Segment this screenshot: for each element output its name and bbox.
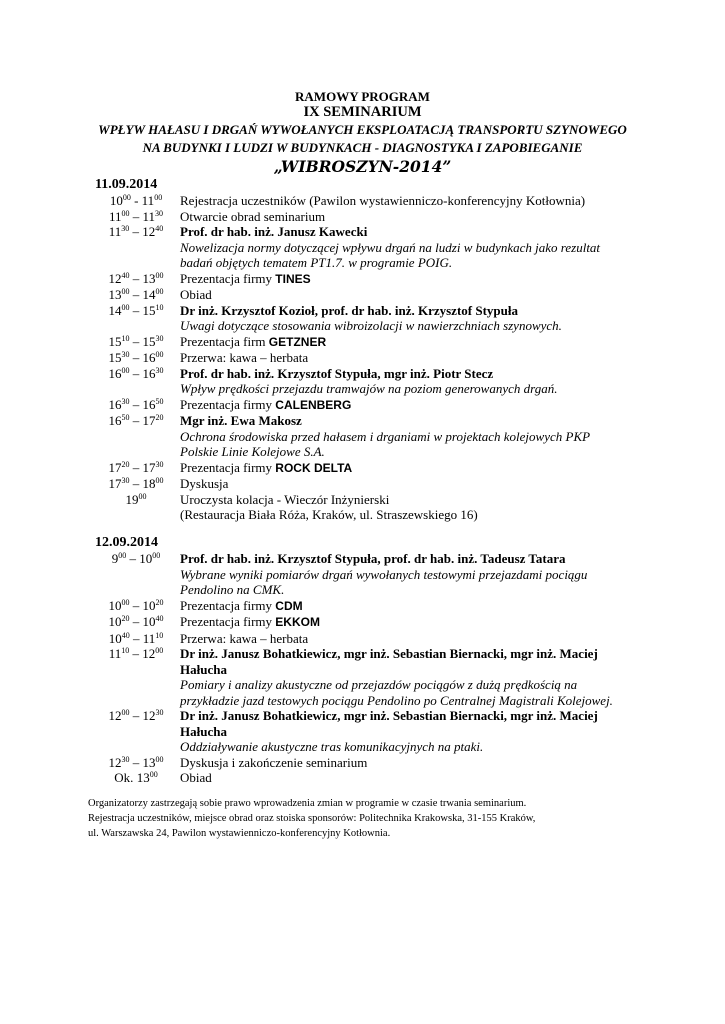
footer-line-2: Rejestracja uczestników, miejsce obrad oraz stoiska sponsorów: Politechnika Krakowska, 31-155 Kraków, — [88, 813, 536, 824]
day-1-rows — [92, 193, 645, 523]
end-minutes: 00 — [155, 754, 164, 764]
start-minutes: 00 — [121, 597, 130, 607]
time-range — [92, 366, 180, 397]
end-hour: 13 — [142, 754, 156, 770]
time-range — [92, 614, 180, 631]
end-hour: 17 — [142, 459, 156, 475]
footer-line-1: Organizatorzy zastrzegają sobie prawo wprowadzenia zmian w programie w czasie trwania seminarium. — [88, 798, 527, 809]
presentation-label: Prezentacja firmy — [180, 614, 276, 629]
company-presentation — [180, 460, 645, 477]
speakers: Dr inż. Krzysztof Kozioł, prof. dr hab. inż. Krzysztof Stypuła — [180, 302, 518, 318]
time-separator: – — [129, 413, 143, 428]
start-hour: 17 — [108, 476, 122, 491]
start-hour: 10 — [109, 193, 123, 208]
session-details — [180, 209, 645, 225]
session-details — [180, 413, 645, 460]
start-minutes: 00 — [138, 491, 147, 501]
end-minutes: 30 — [155, 708, 164, 717]
start-hour: 15 — [108, 350, 122, 365]
speakers: Hałucha — [180, 723, 227, 739]
time-range — [92, 350, 180, 366]
speakers: Prof. dr hab. inż. Krzysztof Stypuła, mgr inż. Piotr Stecz — [180, 365, 494, 381]
time-separator: – — [129, 459, 143, 475]
company-name: CALENBERG — [275, 397, 352, 412]
presentation-label: Prezentacja firmy — [180, 270, 276, 286]
schedule-row — [92, 303, 645, 334]
session-details — [180, 334, 645, 351]
time-separator: – — [129, 350, 143, 365]
end-minutes: 40 — [155, 224, 164, 233]
end-hour: 11 — [141, 193, 155, 208]
seminar-topic-line-2: NA BUDYNKI I LUDZI W BUDYNKACH - DIAGNOSTYKA I ZAPOBIEGANIE — [142, 140, 583, 155]
talk-title: Oddziaływanie akustyczne tras komunikacyjnych na ptaki. — [180, 739, 484, 754]
footer-line-3: ul. Warszawska 24, Pawilon wystawienniczo-konferencyjny Kotłownia. — [88, 828, 391, 839]
start-hour: 10 — [108, 630, 122, 646]
time-range — [92, 413, 180, 460]
talk-title: Wpływ prędkości przejazdu tramwajów na poziom generowanych drgań. — [180, 381, 558, 396]
time-range — [92, 770, 180, 786]
day-2-rows — [92, 551, 645, 786]
end-hour: 15 — [142, 302, 156, 318]
schedule-row — [92, 646, 645, 708]
time-range — [92, 224, 180, 271]
session-text: Dyskusja i zakończenie seminarium — [180, 754, 368, 770]
time-separator: – — [129, 754, 143, 770]
time-range — [92, 334, 180, 351]
end-hour: 10 — [139, 551, 153, 566]
start-hour: 10 — [108, 614, 122, 629]
talk-title: Uwagi dotyczące stosowania wibroizolacji w nawierzchniach szynowych. — [180, 318, 562, 333]
seminar-name: „WIBROSZYN-2014” — [273, 157, 452, 176]
schedule-row — [92, 492, 645, 523]
end-hour: 13 — [142, 270, 156, 286]
start-minutes: 10 — [121, 333, 130, 343]
session-details — [180, 755, 645, 771]
end-minutes: 30 — [155, 365, 164, 375]
time-separator: – — [126, 551, 140, 566]
talk-title: Nowelizacja normy dotyczącej wpływu drgań na ludzi w budynkach jako rezultat — [180, 239, 601, 255]
start-hour: 11 — [108, 646, 122, 661]
company-presentation — [180, 397, 645, 414]
schedule-row — [92, 614, 645, 631]
start-hour: 13 — [108, 287, 122, 302]
time-range — [92, 271, 180, 288]
day-2-date: 12.09.2014 — [95, 535, 158, 550]
presentation-label: Prezentacja firmy — [180, 459, 276, 475]
end-minutes: 20 — [155, 597, 164, 607]
day-2-schedule — [92, 535, 645, 786]
company-name: EKKOM — [275, 615, 320, 629]
session-details — [180, 397, 645, 414]
start-minutes: 00 — [121, 365, 130, 375]
session-details — [180, 193, 645, 209]
end-hour: 11 — [142, 630, 156, 646]
session-details — [180, 271, 645, 288]
session-text: Przerwa: kawa – herbata — [180, 630, 309, 646]
start-minutes: 40 — [121, 630, 130, 640]
session-text: Otwarcie obrad seminarium — [180, 208, 326, 224]
schedule-row — [92, 551, 645, 598]
start-minutes: 00 — [121, 708, 130, 717]
session-details — [180, 492, 645, 523]
time-separator: – — [129, 646, 143, 661]
company-presentation — [180, 614, 645, 631]
start-hour: 12 — [108, 270, 122, 286]
schedule-row — [92, 770, 645, 786]
start-minutes: 00 — [121, 302, 130, 312]
end-minutes: 00 — [155, 646, 164, 655]
speakers: Dr inż. Janusz Bohatkiewicz, mgr inż. Sebastian Biernacki, mgr inż. Maciej — [180, 708, 598, 723]
time-separator: – — [129, 208, 143, 224]
time-separator: – — [129, 270, 143, 286]
end-minutes: 00 — [154, 193, 163, 202]
schedule-row — [92, 193, 645, 209]
end-minutes: 40 — [155, 614, 164, 623]
session-details — [180, 708, 645, 755]
time-range — [92, 708, 180, 755]
document-header — [0, 89, 725, 177]
start-minutes: 00 — [118, 551, 127, 560]
time-separator: – — [129, 365, 143, 381]
start-hour: 9 — [111, 551, 119, 566]
schedule-row — [92, 397, 645, 414]
end-minutes: 20 — [155, 413, 164, 422]
start-minutes: 00 — [149, 770, 158, 779]
end-hour: 17 — [142, 413, 156, 428]
session-details — [180, 460, 645, 477]
start-minutes: 00 — [122, 193, 131, 202]
talk-title: Ochrona środowiska przed hałasem i drganiami w projektach kolejowych PKP — [180, 428, 591, 444]
end-minutes: 10 — [155, 630, 164, 640]
session-details — [180, 287, 645, 303]
end-hour: 16 — [142, 365, 156, 381]
time-range — [92, 193, 180, 209]
schedule-row — [92, 631, 645, 647]
presentation-label: Prezentacja firm — [180, 333, 269, 349]
start-hour: 11 — [108, 208, 122, 224]
schedule-row — [92, 287, 645, 303]
session-text: (Restauracja Biała Róża, Kraków, ul. Straszewskiego 16) — [180, 507, 478, 522]
session-details — [180, 303, 645, 334]
session-details — [180, 224, 645, 271]
time-range — [92, 631, 180, 647]
speakers: Dr inż. Janusz Bohatkiewicz, mgr inż. Sebastian Biernacki, mgr inż. Maciej — [180, 646, 598, 661]
start-hour: 16 — [108, 365, 122, 381]
time-range — [92, 755, 180, 771]
session-text: Obiad — [180, 770, 212, 785]
schedule-row — [92, 366, 645, 397]
time-separator: – — [129, 597, 143, 613]
seminar-number: IX SEMINARIUM — [303, 104, 422, 120]
session-details — [180, 598, 645, 615]
schedule-row — [92, 334, 645, 351]
end-hour: 16 — [142, 350, 156, 365]
schedule-row — [92, 755, 645, 771]
end-minutes: 30 — [155, 208, 164, 218]
company-name: TINES — [275, 271, 311, 286]
schedule-row — [92, 209, 645, 225]
end-hour: 14 — [142, 287, 156, 302]
talk-title: Polskie Linie Kolejowe S.A. — [180, 444, 325, 459]
start-hour: 15 — [108, 333, 122, 349]
talk-title: przykładzie jazd testowych pociągu Pendolino po Centralnej Magistrali Kolejowej. — [180, 692, 613, 708]
end-minutes: 00 — [155, 287, 164, 296]
talk-title: Pendolino na CMK. — [180, 582, 285, 597]
time-separator: – — [129, 708, 143, 723]
start-minutes: 10 — [121, 646, 130, 655]
company-name: GETZNER — [268, 334, 327, 349]
time-separator: – — [129, 224, 143, 239]
presentation-label: Prezentacja firmy — [180, 597, 276, 613]
schedule-row — [92, 460, 645, 477]
time-range — [92, 492, 180, 523]
start-minutes: 20 — [121, 459, 130, 469]
end-hour: 12 — [142, 708, 156, 723]
schedule-row — [92, 350, 645, 366]
start-minutes: 40 — [121, 270, 130, 280]
time-range — [92, 397, 180, 414]
start-hour: 12 — [108, 708, 122, 723]
talk-title: Wybrane wyniki pomiarów drgań wywołanych testowymi przejazdami pociągu — [180, 566, 588, 582]
session-text: Dyskusja — [180, 476, 229, 491]
session-details — [180, 770, 645, 786]
presentation-label: Prezentacja firmy — [180, 396, 276, 412]
start-hour: 16 — [108, 396, 122, 412]
company-presentation — [180, 334, 645, 351]
start-hour: 10 — [108, 597, 122, 613]
end-minutes: 00 — [155, 476, 164, 485]
end-hour: 18 — [142, 476, 156, 491]
session-text: Rejestracja uczestników (Pawilon wystawienniczo-konferencyjny Kotłownia) — [180, 193, 586, 208]
speakers: Prof. dr hab. inż. Janusz Kawecki — [180, 224, 368, 239]
session-details — [180, 350, 645, 366]
session-details — [180, 366, 645, 397]
start-hour: 16 — [108, 413, 122, 428]
time-range — [92, 287, 180, 303]
start-minutes: 00 — [121, 208, 130, 218]
end-minutes: 00 — [155, 270, 164, 280]
start-minutes: 30 — [121, 350, 130, 359]
start-hour: 14 — [108, 302, 122, 318]
end-hour: 15 — [142, 333, 156, 349]
time-separator: – — [129, 287, 143, 302]
doc-title: RAMOWY PROGRAM — [295, 89, 430, 104]
start-hour: 19 — [125, 491, 139, 507]
speakers: Prof. dr hab. inż. Krzysztof Stypuła, prof. dr hab. inż. Tadeusz Tatara — [180, 551, 566, 566]
time-separator: – — [129, 476, 143, 491]
schedule-row — [92, 598, 645, 615]
end-minutes: 50 — [155, 396, 164, 406]
session-text: Obiad — [180, 287, 212, 302]
session-details — [180, 631, 645, 647]
start-minutes: 20 — [121, 614, 130, 623]
talk-title: badań objętych tematem PT1.7. w programie POIG. — [180, 255, 453, 270]
start-hour: 17 — [108, 459, 122, 475]
time-separator: – — [129, 614, 143, 629]
end-hour: 12 — [142, 224, 156, 239]
schedule-row — [92, 476, 645, 492]
session-text: Uroczysta kolacja - Wieczór Inżynierski — [180, 491, 390, 507]
speakers: Hałucha — [180, 661, 227, 677]
schedule-row — [92, 271, 645, 288]
session-details — [180, 614, 645, 631]
start-minutes: 00 — [121, 287, 130, 296]
time-separator: – — [129, 302, 143, 318]
time-prefix: Ok. — [114, 770, 137, 785]
time-range — [92, 598, 180, 615]
time-range — [92, 460, 180, 477]
day-1-schedule — [92, 177, 645, 523]
time-range — [92, 476, 180, 492]
end-hour: 16 — [142, 396, 156, 412]
end-hour: 12 — [142, 646, 156, 661]
company-name: ROCK DELTA — [275, 460, 353, 475]
time-separator: - — [130, 193, 142, 208]
start-minutes: 50 — [121, 413, 130, 422]
start-hour: 12 — [108, 754, 122, 770]
session-details — [180, 476, 645, 492]
start-hour: 13 — [136, 770, 150, 785]
start-minutes: 30 — [121, 754, 130, 764]
seminar-topic-line-1: WPŁYW HAŁASU I DRGAŃ WYWOŁANYCH EKSPLOATACJĄ TRANSPORTU SZYNOWEGO — [98, 122, 627, 137]
time-separator: – — [129, 333, 143, 349]
session-text: Przerwa: kawa – herbata — [180, 350, 309, 365]
time-separator: – — [129, 630, 143, 646]
end-hour: 10 — [142, 614, 156, 629]
start-minutes: 30 — [121, 396, 130, 406]
company-presentation — [180, 598, 645, 615]
start-minutes: 30 — [121, 476, 130, 485]
schedule-row — [92, 708, 645, 755]
time-range — [92, 646, 180, 708]
end-minutes: 00 — [152, 551, 161, 560]
schedule-row — [92, 413, 645, 460]
speakers: Mgr inż. Ewa Makosz — [180, 413, 302, 428]
end-minutes: 30 — [155, 459, 164, 469]
time-range — [92, 551, 180, 598]
day-1-date: 11.09.2014 — [95, 177, 158, 192]
start-minutes: 30 — [121, 224, 130, 233]
session-details — [180, 551, 645, 598]
end-minutes: 10 — [155, 302, 164, 312]
time-separator: – — [129, 396, 143, 412]
end-minutes: 30 — [155, 333, 164, 343]
schedule-row — [92, 224, 645, 271]
talk-title: Pomiary i analizy akustyczne od przejazdów pociągów z dużą prędkością na — [180, 677, 578, 692]
time-range — [92, 303, 180, 334]
end-minutes: 00 — [155, 350, 164, 359]
session-details — [180, 646, 645, 708]
company-name: CDM — [275, 598, 303, 613]
time-range — [92, 209, 180, 225]
start-hour: 11 — [108, 224, 122, 239]
end-hour: 11 — [142, 208, 156, 224]
end-hour: 10 — [142, 597, 156, 613]
company-presentation — [180, 271, 645, 288]
footer-note — [88, 796, 535, 841]
